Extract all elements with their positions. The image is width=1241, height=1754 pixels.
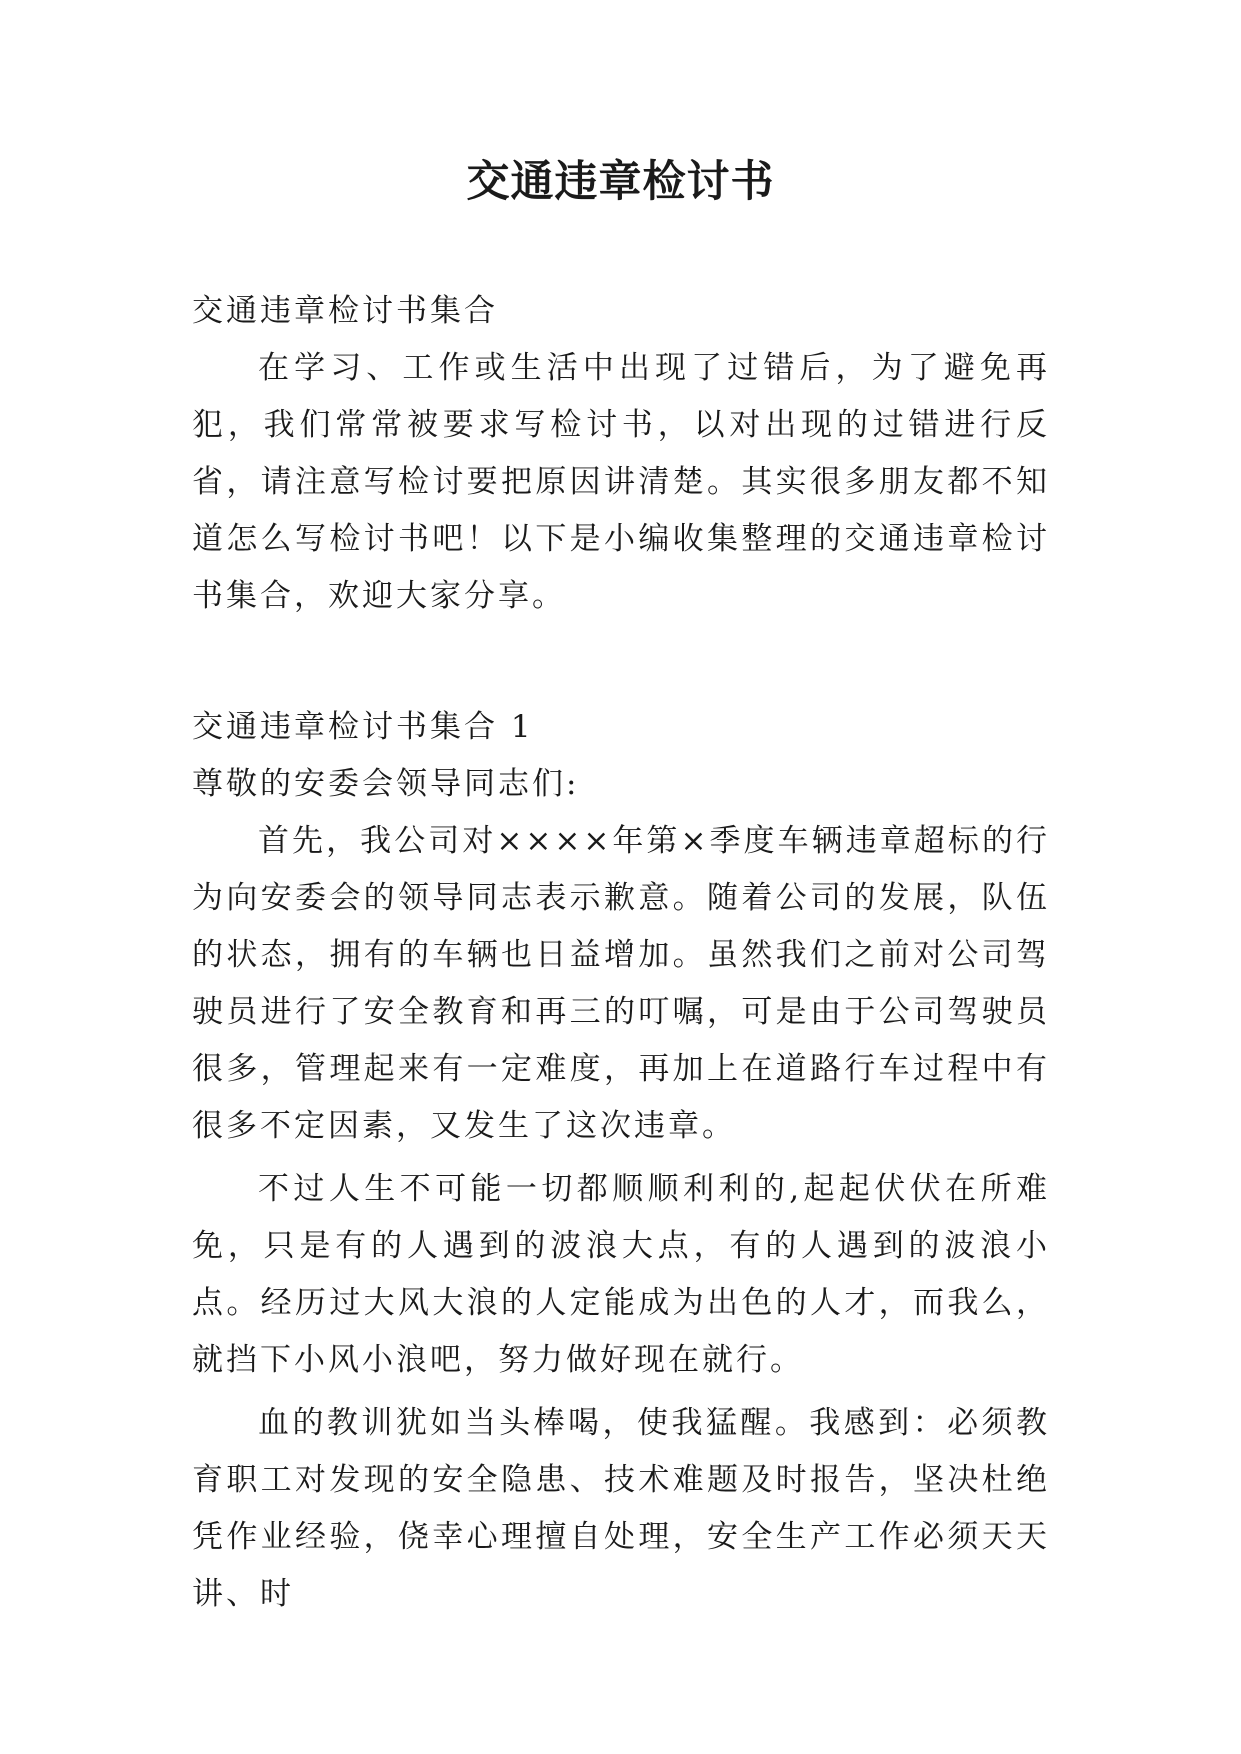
- body-paragraph: 血的教训犹如当头棒喝，使我猛醒。我感到：必须教育职工对发现的安全隐患、技术难题及时报告，坚决杜绝凭作业经验，侥幸心理擅自处理，安全生产工作必须天天讲、时: [192, 1405, 1050, 1612]
- section-heading: 交通违章检讨书集合 1: [192, 709, 534, 745]
- body-paragraph: 首先，我公司对××××年第×季度车辆违章超标的行为向安委会的领导同志表示歉意。随着公司的发展，队伍的状态，拥有的车辆也日益增加。虽然我们之前对公司驾驶员进行了安全教育和再三的叮嘱，可是由于公司驾驶员很多，管理起来有一定难度，再加上在道路行车过程中有很多不定因素，又发生了这次违章。: [192, 823, 1050, 1144]
- salutation: 尊敬的安委会领导同志们:: [192, 766, 580, 802]
- intro-heading: 交通违章检讨书集合: [192, 293, 498, 329]
- intro-paragraph: 在学习、工作或生活中出现了过错后，为了避免再犯，我们常常被要求写检讨书，以对出现的过错进行反省，请注意写检讨要把原因讲清楚。其实很多朋友都不知道怎么写检讨书吧！以下是小编收集整理的交通违章检讨书集合，欢迎大家分享。: [192, 350, 1050, 614]
- section-spacer: [192, 625, 1050, 699]
- body-paragraph: 不过人生不可能一切都顺顺利利的,起起伏伏在所难免，只是有的人遇到的波浪大点，有的人遇到的波浪小点。经历过大风大浪的人定能成为出色的人才，而我么，就挡下小风小浪吧，努力做好现在就行。: [192, 1171, 1050, 1378]
- document-title: 交通违章检讨书: [466, 157, 775, 207]
- document-body: [192, 283, 1050, 1623]
